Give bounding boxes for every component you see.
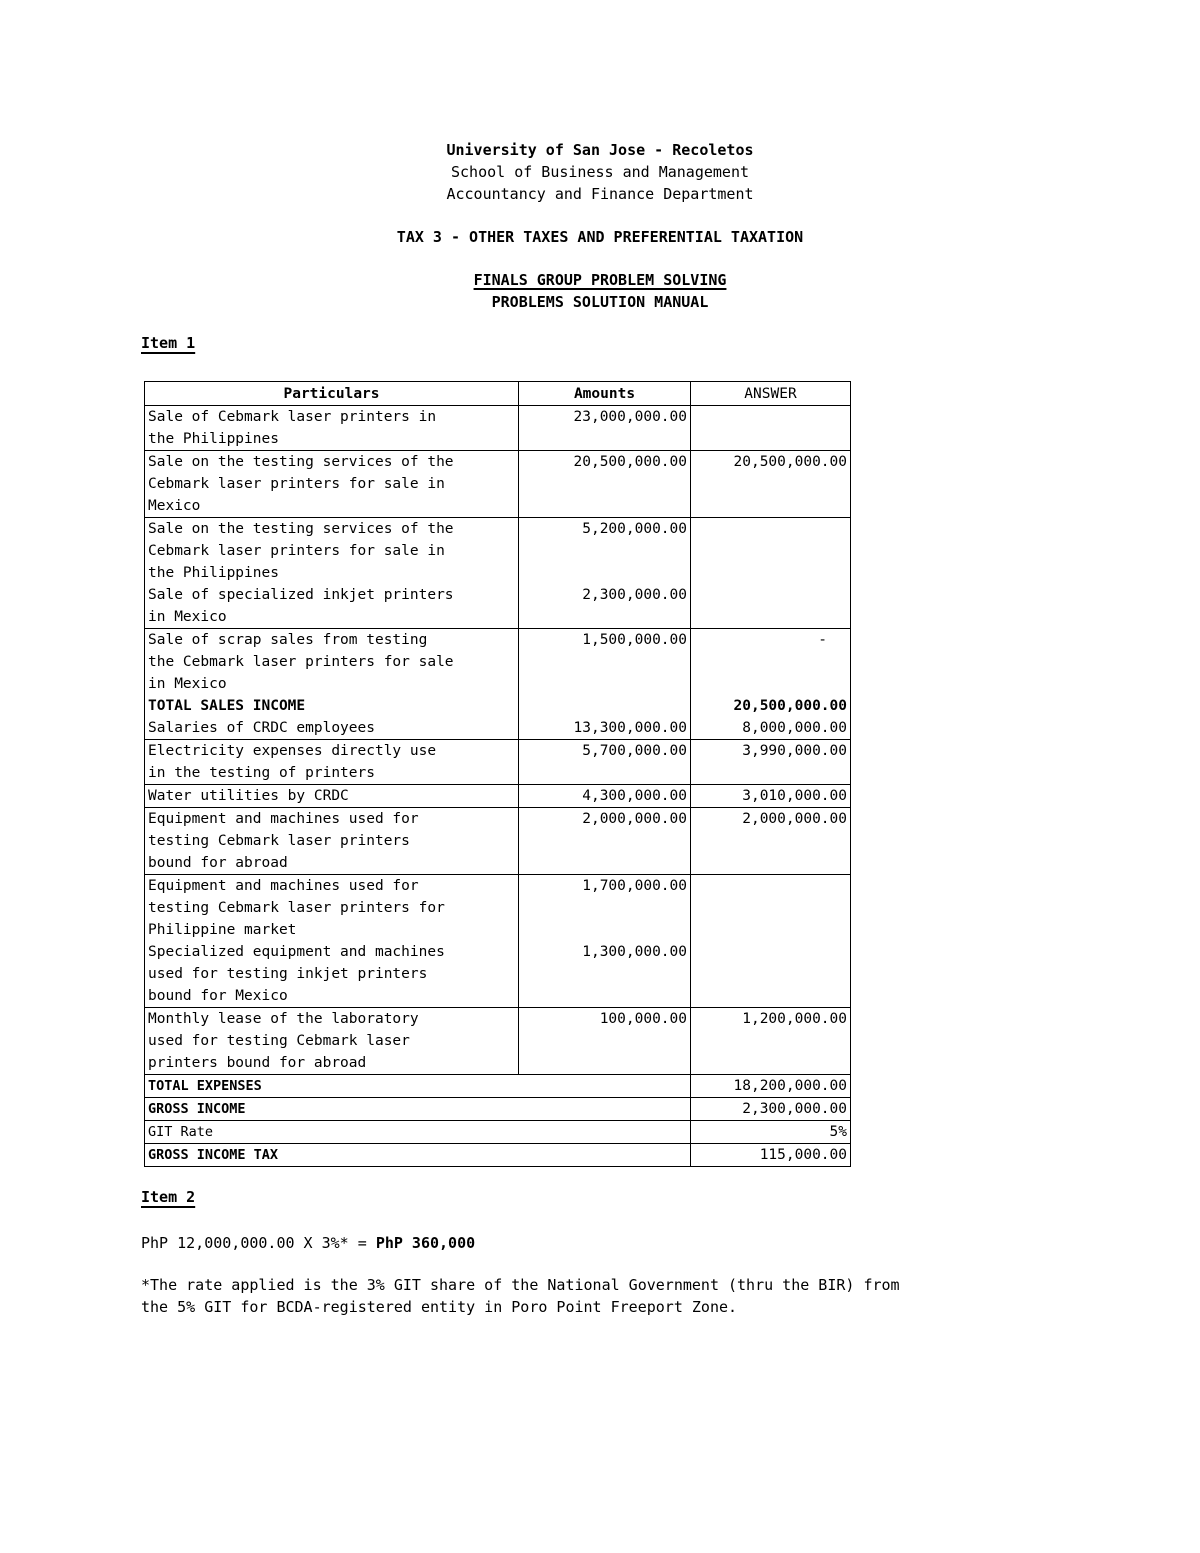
particulars-cell: Water utilities by CRDC	[145, 785, 519, 808]
amount-cell: 100,000.00	[519, 1008, 691, 1075]
activity-title	[0, 269, 1200, 291]
answer-cell	[691, 406, 851, 451]
amount-cell: 1,500,000.00 13,300,000.00	[519, 629, 691, 740]
item2-title: Item 2	[141, 1188, 196, 1206]
answer-cell: 3,990,000.00	[691, 740, 851, 785]
amount-cell: 2,000,000.00	[519, 808, 691, 875]
total-label: GROSS INCOME TAX	[145, 1144, 691, 1167]
answer-cell: 3,010,000.00	[691, 785, 851, 808]
school-name: School of Business and Management	[450, 163, 749, 181]
total-value: 5%	[691, 1121, 851, 1144]
table-row	[145, 518, 851, 629]
table-row	[145, 629, 851, 740]
total-row	[145, 1121, 851, 1144]
item1-title: Item 1	[141, 334, 196, 352]
formula-result: PhP 360,000	[375, 1234, 476, 1252]
table-row	[145, 1008, 851, 1075]
table-row	[145, 406, 851, 451]
total-value: 2,300,000.00	[691, 1098, 851, 1121]
answer-cell: 20,500,000.00	[691, 451, 851, 518]
university-name: University of San Jose - Recoletos	[446, 141, 754, 159]
answer-cell: 1,200,000.00	[691, 1008, 851, 1075]
particulars-cell: Sale of Cebmark laser printers in the Philippines	[145, 406, 519, 451]
particulars-cell: Equipment and machines used for testing Cebmark laser printers for Philippine market Specialized equipment and machines used for testing inkjet printers bound for Mexico	[145, 875, 519, 1008]
answer-cell: 2,000,000.00	[691, 808, 851, 875]
particulars-cell: Sale of scrap sales from testing the Cebmark laser printers for sale in Mexico TOTAL SALES INCOME Salaries of CRDC employees	[145, 629, 519, 740]
document-header	[0, 139, 1200, 205]
manual-title: PROBLEMS SOLUTION MANUAL	[491, 293, 709, 311]
course-title: TAX 3 - OTHER TAXES AND PREFERENTIAL TAXATION	[396, 228, 804, 246]
total-value: 18,200,000.00	[691, 1075, 851, 1098]
amount-cell: 5,200,000.00 2,300,000.00	[519, 518, 691, 629]
table-row	[145, 451, 851, 518]
particulars-cell: Electricity expenses directly use in the testing of printers	[145, 740, 519, 785]
total-row	[145, 1144, 851, 1167]
total-label: GIT Rate	[145, 1121, 691, 1144]
particulars-cell: Equipment and machines used for testing Cebmark laser printers bound for abroad	[145, 808, 519, 875]
total-sales-income-label: TOTAL SALES INCOME	[148, 698, 306, 714]
amount-cell: 4,300,000.00	[519, 785, 691, 808]
item2-formula	[141, 1232, 475, 1254]
table-row	[145, 740, 851, 785]
amount-cell: 23,000,000.00	[519, 406, 691, 451]
total-sales-income-value: 20,500,000.00	[733, 698, 847, 714]
column-header-amounts: Amounts	[519, 382, 691, 406]
dash-value: -	[818, 632, 827, 648]
table-header-row	[145, 382, 851, 406]
amount-cell: 5,700,000.00	[519, 740, 691, 785]
activity-heading: FINALS GROUP PROBLEM SOLVING	[473, 271, 727, 289]
column-header-particulars: Particulars	[145, 382, 519, 406]
total-value: 115,000.00	[691, 1144, 851, 1167]
particulars-cell: Sale on the testing services of the Cebmark laser printers for sale in the Philippines Sale of specialized inkjet printers in Mexico	[145, 518, 519, 629]
formula-text: PhP 12,000,000.00 X 3%* =	[141, 1234, 376, 1252]
item1-table	[144, 381, 851, 1167]
table-row	[145, 785, 851, 808]
amount-cell: 20,500,000.00	[519, 451, 691, 518]
answer-cell: - 20,500,000.00 8,000,000.00	[691, 629, 851, 740]
total-row	[145, 1098, 851, 1121]
total-label: TOTAL EXPENSES	[145, 1075, 691, 1098]
note-line: the 5% GIT for BCDA-registered entity in Poro Point Freeport Zone.	[141, 1298, 738, 1316]
table-row	[145, 808, 851, 875]
item2-note	[141, 1274, 900, 1318]
particulars-cell: Monthly lease of the laboratory used for testing Cebmark laser printers bound for abroad	[145, 1008, 519, 1075]
amount-cell: 1,700,000.00 1,300,000.00	[519, 875, 691, 1008]
column-header-answer: ANSWER	[691, 382, 851, 406]
particulars-cell: Sale on the testing services of the Cebmark laser printers for sale in Mexico	[145, 451, 519, 518]
total-label: GROSS INCOME	[145, 1098, 691, 1121]
department-name: Accountancy and Finance Department	[446, 185, 754, 203]
total-row	[145, 1075, 851, 1098]
answer-cell	[691, 518, 851, 629]
note-line: *The rate applied is the 3% GIT share of the National Government (thru the BIR) from	[141, 1276, 900, 1294]
table-row	[145, 875, 851, 1008]
answer-cell	[691, 875, 851, 1008]
